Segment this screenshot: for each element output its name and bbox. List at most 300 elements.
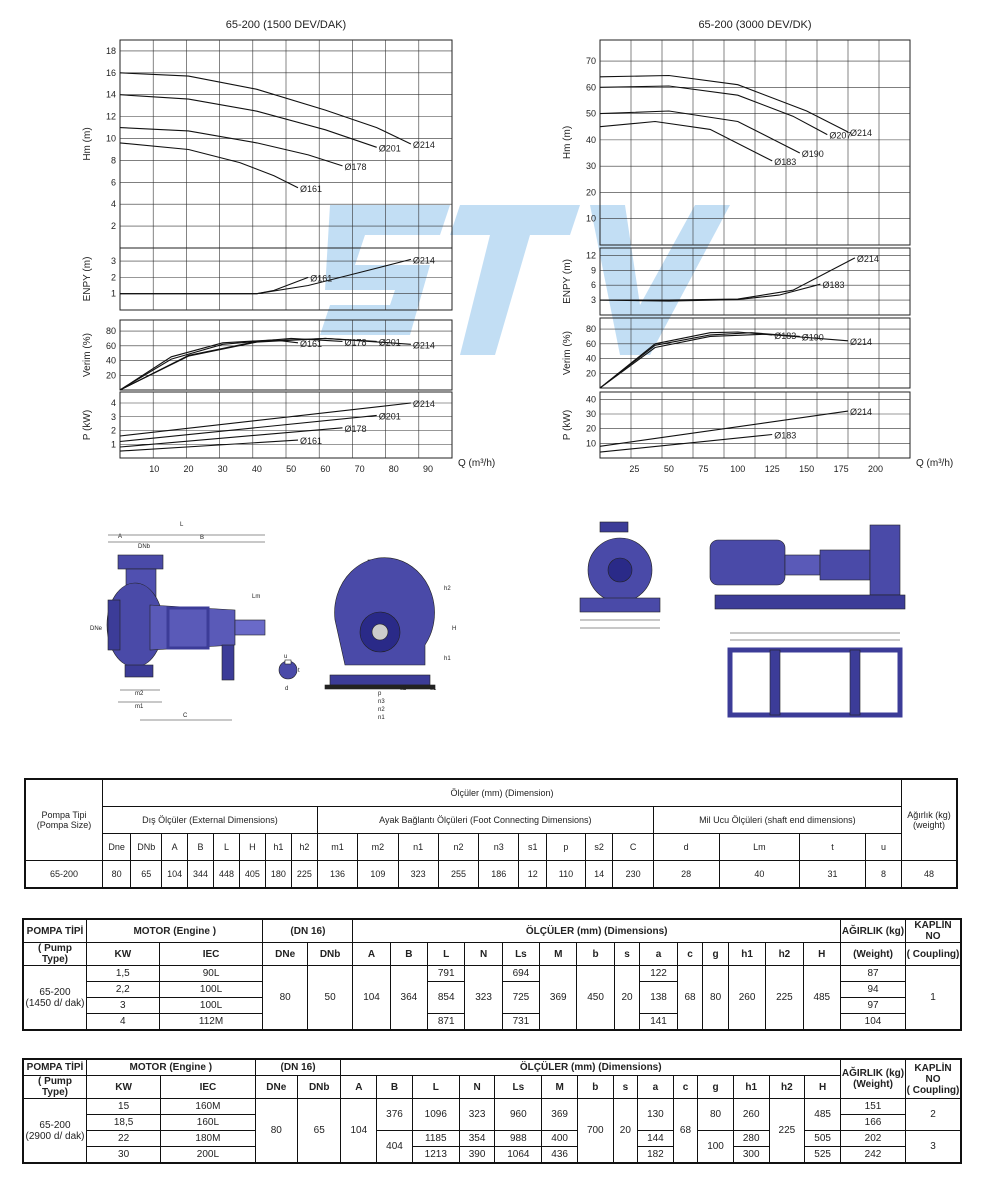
curve-label: Ø214 <box>850 127 873 138</box>
p-panel <box>562 392 910 458</box>
a-cell: 104 <box>341 1099 377 1164</box>
y-tick-label: 6 <box>110 177 116 188</box>
series-line <box>600 330 800 388</box>
weight-cell: 166 <box>841 1115 906 1131</box>
iec-cell: 100L <box>159 998 263 1014</box>
b-small-cell: 700 <box>577 1099 613 1164</box>
col-header: IEC <box>159 943 263 966</box>
series-line <box>120 338 377 390</box>
curve-label: Ø214 <box>412 140 435 150</box>
n-cell: 323 <box>465 966 502 1031</box>
svg-text:C: C <box>183 713 188 719</box>
pompa-tipi-label: Pompa Tipi <box>41 810 87 820</box>
motor-header: MOTOR (Engine ) <box>87 919 263 943</box>
h2-cell: 225 <box>769 1099 805 1164</box>
pump-type-name: 65-200 <box>39 986 71 998</box>
svg-text:n3: n3 <box>378 699 385 705</box>
pump-motor-front-drawing <box>580 522 660 628</box>
axis-label: Verim (%) <box>562 331 573 375</box>
l-cell: 871 <box>428 1014 465 1031</box>
col-header: N <box>465 943 502 966</box>
a-small-cell: 130 <box>638 1099 674 1131</box>
col-header: DNb <box>131 834 162 861</box>
h1-cell: 260 <box>728 966 765 1031</box>
curve-label: Ø183 <box>774 430 797 441</box>
dimension-cell: 230 <box>613 861 653 889</box>
col-header: IEC <box>161 1076 255 1099</box>
col-header: s2 <box>585 834 613 861</box>
series-line <box>120 440 298 451</box>
dimension-cell: 104 <box>162 861 188 889</box>
ayak-olculer-header: Ayak Bağlantı Ölçüleri (Foot Connecting Dimensions) <box>317 807 653 834</box>
y-tick-label: 50 <box>585 108 596 119</box>
h1-cell: 280 <box>733 1131 769 1147</box>
y-tick-label: 70 <box>585 56 596 67</box>
svg-text:m1: m1 <box>135 704 144 710</box>
dn16-header: (DN 16) <box>255 1059 341 1076</box>
y-tick-label: 9 <box>590 265 596 276</box>
col-header: DNe <box>263 943 307 966</box>
s-cell: 20 <box>614 966 640 1031</box>
y-tick-label: 3 <box>110 411 116 422</box>
svg-text:h1: h1 <box>444 656 451 662</box>
g-cell: 80 <box>698 1099 734 1131</box>
svg-text:A: A <box>118 534 123 540</box>
y-tick-label: 16 <box>105 67 116 78</box>
col-header: h2 <box>291 834 317 861</box>
dimension-table-1 <box>24 778 958 889</box>
y-tick-label: 80 <box>105 326 116 337</box>
kw-cell: 22 <box>87 1131 161 1147</box>
curve-label: Ø161 <box>299 183 323 194</box>
s-cell: 20 <box>613 1099 637 1164</box>
kw-cell: 3 <box>87 998 160 1014</box>
hm-panel <box>82 40 452 248</box>
x-tick-label: 20 <box>183 464 194 474</box>
axis-label: ENPY (m) <box>82 256 93 302</box>
chart-right <box>555 10 975 480</box>
kaplin-header: KAPLİN NO <box>906 919 962 943</box>
y-tick-label: 10 <box>585 438 596 449</box>
a-small-cell: 182 <box>638 1147 674 1164</box>
series-line <box>600 111 800 153</box>
col-header: s <box>614 943 640 966</box>
y-tick-label: 2 <box>110 425 116 436</box>
h2-cell: 225 <box>766 966 803 1031</box>
dimension-cell: 225 <box>291 861 317 889</box>
y-tick-label: 30 <box>585 161 596 172</box>
dimension-cell: 405 <box>239 861 265 889</box>
col-header: DNe <box>255 1076 297 1099</box>
iec-cell: 200L <box>161 1147 255 1164</box>
col-header: DNb <box>307 943 353 966</box>
axis-label: P (kW) <box>82 409 93 441</box>
y-tick-label: 20 <box>585 368 596 379</box>
col-header: n2 <box>438 834 478 861</box>
n-cell: 390 <box>459 1147 495 1164</box>
curve-label: Ø214 <box>850 336 873 347</box>
col-header: h1 <box>265 834 291 861</box>
y-tick-label: 20 <box>585 187 596 198</box>
kw-cell: 2,2 <box>87 982 160 998</box>
iec-cell: 100L <box>159 982 263 998</box>
pompa-tipi-header <box>25 779 103 861</box>
x-tick-label: 175 <box>833 464 849 474</box>
kaplin-label: KAPLİN NO <box>914 1062 952 1085</box>
curve-label: Ø178 <box>344 161 367 172</box>
m-cell: 369 <box>540 966 577 1031</box>
shaft-end-drawing <box>279 654 300 692</box>
iec-cell: 180M <box>161 1131 255 1147</box>
col-header: M <box>540 943 577 966</box>
col-header: h1 <box>728 943 765 966</box>
pump-type-speed: (2900 d/ dak) <box>25 1130 85 1142</box>
weight-label: (Weight) <box>853 1079 893 1090</box>
weight-header: (Weight) <box>841 943 906 966</box>
x-tick-label: 30 <box>217 464 228 474</box>
series-line <box>600 258 855 300</box>
kw-cell: 4 <box>87 1014 160 1031</box>
dn16-header: (DN 16) <box>263 919 353 943</box>
dne-cell: 80 <box>255 1099 297 1164</box>
col-header: N <box>459 1076 495 1099</box>
col-header: c <box>677 943 703 966</box>
col-header: n3 <box>479 834 519 861</box>
svg-text:H: H <box>452 626 457 632</box>
weight-cell: 151 <box>841 1099 906 1115</box>
curve-label: Ø190 <box>801 149 824 160</box>
y-tick-label: 20 <box>585 423 596 434</box>
x-tick-label: 150 <box>799 464 815 474</box>
g-cell: 80 <box>703 966 729 1031</box>
y-tick-label: 60 <box>105 340 116 351</box>
weight-cell: 94 <box>841 982 906 998</box>
x-tick-label: 50 <box>663 464 674 474</box>
svg-text:p: p <box>378 691 382 697</box>
dimension-cell: 28 <box>653 861 719 889</box>
x-axis-label: Q (m³/h) <box>458 458 496 469</box>
col-header: B <box>377 1076 413 1099</box>
h-cell: 485 <box>803 966 840 1031</box>
weight-cell: 202 <box>841 1131 906 1147</box>
pompa-tipi-header: POMPA TİPİ <box>23 919 87 943</box>
y-tick-label: 80 <box>585 324 596 335</box>
motor-header: MOTOR (Engine ) <box>87 1059 256 1076</box>
kw-cell: 15 <box>87 1099 161 1115</box>
iec-cell: 160M <box>161 1099 255 1115</box>
verim-panel <box>82 320 452 390</box>
col-header: Dne <box>103 834 131 861</box>
chart-left <box>70 10 510 480</box>
dimension-cell: 14 <box>585 861 613 889</box>
curve-label: Ø201 <box>378 411 401 422</box>
y-tick-label: 1 <box>110 439 116 450</box>
curve-label: Ø161 <box>299 338 323 349</box>
iec-cell: 112M <box>159 1014 263 1031</box>
col-header: g <box>703 943 729 966</box>
col-header: Ls <box>495 1076 542 1099</box>
pump-front-view-drawing <box>325 558 456 721</box>
series-line <box>600 332 772 388</box>
agirlik-header <box>841 1059 906 1099</box>
col-header: H <box>239 834 265 861</box>
l-cell: 854 <box>428 982 465 1014</box>
svg-text:B: B <box>200 535 205 541</box>
verim-panel <box>562 318 910 388</box>
coupling-label: ( Coupling) <box>906 1084 960 1096</box>
curve-label: Ø161 <box>310 273 333 284</box>
agirlik-label: Ağırlık (kg) <box>907 810 951 820</box>
agirlik-label: AĞIRLIK (kg) <box>841 1068 905 1079</box>
dimension-cell: 255 <box>438 861 478 889</box>
enpy-panel <box>562 248 910 315</box>
curve-label: Ø201 <box>378 337 401 348</box>
y-tick-label: 30 <box>585 409 596 419</box>
dimension-cell: 110 <box>547 861 586 889</box>
svg-text:h2: h2 <box>444 586 451 592</box>
y-tick-label: 40 <box>585 134 596 145</box>
hm-panel <box>562 40 910 245</box>
svg-text:n1: n1 <box>378 715 385 721</box>
y-tick-label: 40 <box>585 353 596 364</box>
x-tick-label: 90 <box>423 464 434 474</box>
kw-cell: 1,5 <box>87 966 160 982</box>
pump-motor-side-drawing <box>710 525 905 609</box>
x-tick-label: 50 <box>286 464 297 474</box>
axis-label: Verim (%) <box>82 333 93 377</box>
curve-label: Ø201 <box>378 143 401 154</box>
col-header: H <box>805 1076 841 1099</box>
dimension-cell: 80 <box>103 861 131 889</box>
x-tick-label: 25 <box>629 464 640 474</box>
pump-type-header: ( Pump Type) <box>23 1076 87 1099</box>
dimension-cell: 12 <box>519 861 547 889</box>
col-header: Lm <box>719 834 800 861</box>
series-line <box>120 277 308 293</box>
dimension-cell: 8 <box>865 861 901 889</box>
h1-cell: 300 <box>733 1147 769 1164</box>
svg-text:d: d <box>285 686 289 692</box>
y-tick-label: 40 <box>585 394 596 405</box>
b-cell: 364 <box>390 966 427 1031</box>
col-header: g <box>698 1076 734 1099</box>
x-tick-label: 40 <box>251 464 262 474</box>
axis-label: P (kW) <box>562 409 573 441</box>
pompa-size-label: (Pompa Size) <box>36 820 92 830</box>
dnb-cell: 65 <box>298 1099 341 1164</box>
l-cell: 1213 <box>412 1147 459 1164</box>
b-small-cell: 450 <box>577 966 614 1031</box>
svg-text:Lm: Lm <box>252 594 261 600</box>
pump-type-header: ( Pump Type) <box>23 943 87 966</box>
kaplin-cell: 3 <box>906 1131 962 1164</box>
m-cell: 369 <box>542 1099 578 1131</box>
curve-label: Ø214 <box>856 253 879 264</box>
curve-label: Ø161 <box>299 436 323 447</box>
m-cell: 436 <box>542 1147 578 1164</box>
kaplin-cell: 1 <box>906 966 962 1031</box>
l-cell: 791 <box>428 966 465 982</box>
pompa-tipi-header: POMPA TİPİ <box>23 1059 87 1076</box>
dimension-cell: 186 <box>479 861 519 889</box>
col-header: A <box>341 1076 377 1099</box>
x-tick-label: 75 <box>698 464 709 474</box>
svg-text:u: u <box>284 654 288 660</box>
col-header: L <box>214 834 240 861</box>
col-header: H <box>803 943 840 966</box>
dimension-cell: 109 <box>358 861 398 889</box>
axis-label: Hm (m) <box>562 125 573 160</box>
olculer-header: Ölçüler (mm) (Dimension) <box>103 779 902 807</box>
y-tick-label: 1 <box>110 288 116 299</box>
h-cell: 485 <box>805 1099 841 1131</box>
y-tick-label: 8 <box>110 155 116 166</box>
ls-cell: 960 <box>495 1099 542 1131</box>
coupling-header: ( Coupling) <box>906 943 962 966</box>
pump-type-cell <box>23 1099 87 1164</box>
ls-cell: 1064 <box>495 1147 542 1164</box>
curve-label: Ø214 <box>412 255 435 266</box>
y-tick-label: 14 <box>105 89 116 100</box>
y-tick-label: 3 <box>110 256 116 267</box>
col-header: s1 <box>519 834 547 861</box>
col-header: A <box>353 943 390 966</box>
m-cell: 400 <box>542 1131 578 1147</box>
curve-label: Ø214 <box>412 399 435 409</box>
y-tick-label: 60 <box>585 338 596 349</box>
col-header: m1 <box>317 834 357 861</box>
enpy-panel <box>82 248 452 310</box>
iec-cell: 160L <box>161 1115 255 1131</box>
olculer-header: ÖLÇÜLER (mm) (Dimensions) <box>341 1059 841 1076</box>
dimension-cell: 448 <box>214 861 240 889</box>
curve-label: Ø207 <box>829 130 852 141</box>
col-header: p <box>547 834 586 861</box>
col-header: a <box>638 1076 674 1099</box>
dimension-cell: 48 <box>902 861 958 889</box>
y-tick-label: 4 <box>110 199 116 210</box>
x-tick-label: 10 <box>149 464 160 474</box>
series-line <box>120 259 411 293</box>
y-tick-label: 12 <box>585 250 596 261</box>
dimension-table-2900 <box>22 1058 962 1164</box>
chart-title: 65-200 (1500 DEV/DAK) <box>225 19 347 31</box>
svg-text:s2: s2 <box>400 686 407 692</box>
pump-type-speed: (1450 d/ dak) <box>25 997 85 1009</box>
agirlik-header: AĞIRLIK (kg) <box>841 919 906 943</box>
dis-olculer-header: Dış Ölçüler (External Dimensions) <box>103 807 318 834</box>
svg-text:DNe: DNe <box>90 626 103 632</box>
a-small-cell: 141 <box>640 1014 677 1031</box>
h1-cell: 260 <box>733 1099 769 1131</box>
col-header: n1 <box>398 834 438 861</box>
svg-text:m2: m2 <box>135 691 144 697</box>
dimension-cell: 180 <box>265 861 291 889</box>
y-tick-label: 60 <box>585 82 596 93</box>
y-tick-label: 10 <box>105 133 116 144</box>
y-tick-label: 12 <box>105 111 116 122</box>
l-cell: 1185 <box>412 1131 459 1147</box>
curve-label: Ø183 <box>774 156 797 167</box>
series-line <box>120 95 377 148</box>
olculer-header: ÖLÇÜLER (mm) (Dimensions) <box>353 919 841 943</box>
n-cell: 323 <box>459 1099 495 1131</box>
mil-olculer-header: Mil Ucu Ölçüleri (shaft end dimensions) <box>653 807 901 834</box>
col-header: c <box>673 1076 697 1099</box>
y-tick-label: 10 <box>585 213 596 224</box>
weight-cell: 242 <box>841 1147 906 1164</box>
series-line <box>600 284 820 301</box>
dne-cell: 80 <box>263 966 307 1031</box>
y-tick-label: 4 <box>110 398 116 408</box>
technical-drawings <box>0 490 982 780</box>
series-line <box>120 340 298 390</box>
col-header: A <box>162 834 188 861</box>
col-header: Ls <box>502 943 539 966</box>
x-tick-label: 80 <box>388 464 399 474</box>
series-line <box>120 403 411 436</box>
ls-cell: 725 <box>502 982 539 1014</box>
svg-text:s1: s1 <box>430 686 437 692</box>
col-header: h2 <box>769 1076 805 1099</box>
dimension-cell: 344 <box>188 861 214 889</box>
col-header: M <box>542 1076 578 1099</box>
col-header: u <box>865 834 901 861</box>
b-cell: 376 <box>377 1099 413 1131</box>
h-cell: 525 <box>805 1147 841 1164</box>
ls-cell: 731 <box>502 1014 539 1031</box>
col-header: DNb <box>298 1076 341 1099</box>
curve-label: Ø178 <box>344 337 367 348</box>
a-small-cell: 122 <box>640 966 677 982</box>
dimension-cell: 323 <box>398 861 438 889</box>
weight-cell: 104 <box>841 1014 906 1031</box>
col-header: s <box>613 1076 637 1099</box>
a-small-cell: 144 <box>638 1131 674 1147</box>
ls-cell: 694 <box>502 966 539 982</box>
series-line <box>600 122 772 161</box>
pump-type-cell <box>23 966 87 1031</box>
dimension-table-1450 <box>22 918 962 1031</box>
y-tick-label: 40 <box>105 355 116 366</box>
col-header: KW <box>87 943 160 966</box>
curve-label: Ø214 <box>850 407 873 418</box>
n-cell: 354 <box>459 1131 495 1147</box>
ls-cell: 988 <box>495 1131 542 1147</box>
kaplin-cell: 2 <box>906 1099 962 1131</box>
col-header: C <box>613 834 653 861</box>
x-tick-label: 100 <box>730 464 746 474</box>
x-tick-label: 60 <box>320 464 331 474</box>
iec-cell: 90L <box>159 966 263 982</box>
b-cell: 404 <box>377 1131 413 1164</box>
y-tick-label: 2 <box>110 272 116 283</box>
x-tick-label: 200 <box>868 464 884 474</box>
svg-text:n2: n2 <box>378 707 385 713</box>
series-line <box>120 143 298 188</box>
dimension-cell: 136 <box>317 861 357 889</box>
pump-side-view-drawing <box>90 522 265 720</box>
weight-label: (weight) <box>912 820 945 830</box>
c-cell: 68 <box>673 1099 697 1164</box>
base-frame-top-drawing <box>730 633 900 715</box>
col-header: KW <box>87 1076 161 1099</box>
g-cell: 100 <box>698 1131 734 1164</box>
col-header: h2 <box>766 943 803 966</box>
dimension-cell: 40 <box>719 861 800 889</box>
col-header: B <box>188 834 214 861</box>
curve-label: Ø183 <box>774 330 797 341</box>
